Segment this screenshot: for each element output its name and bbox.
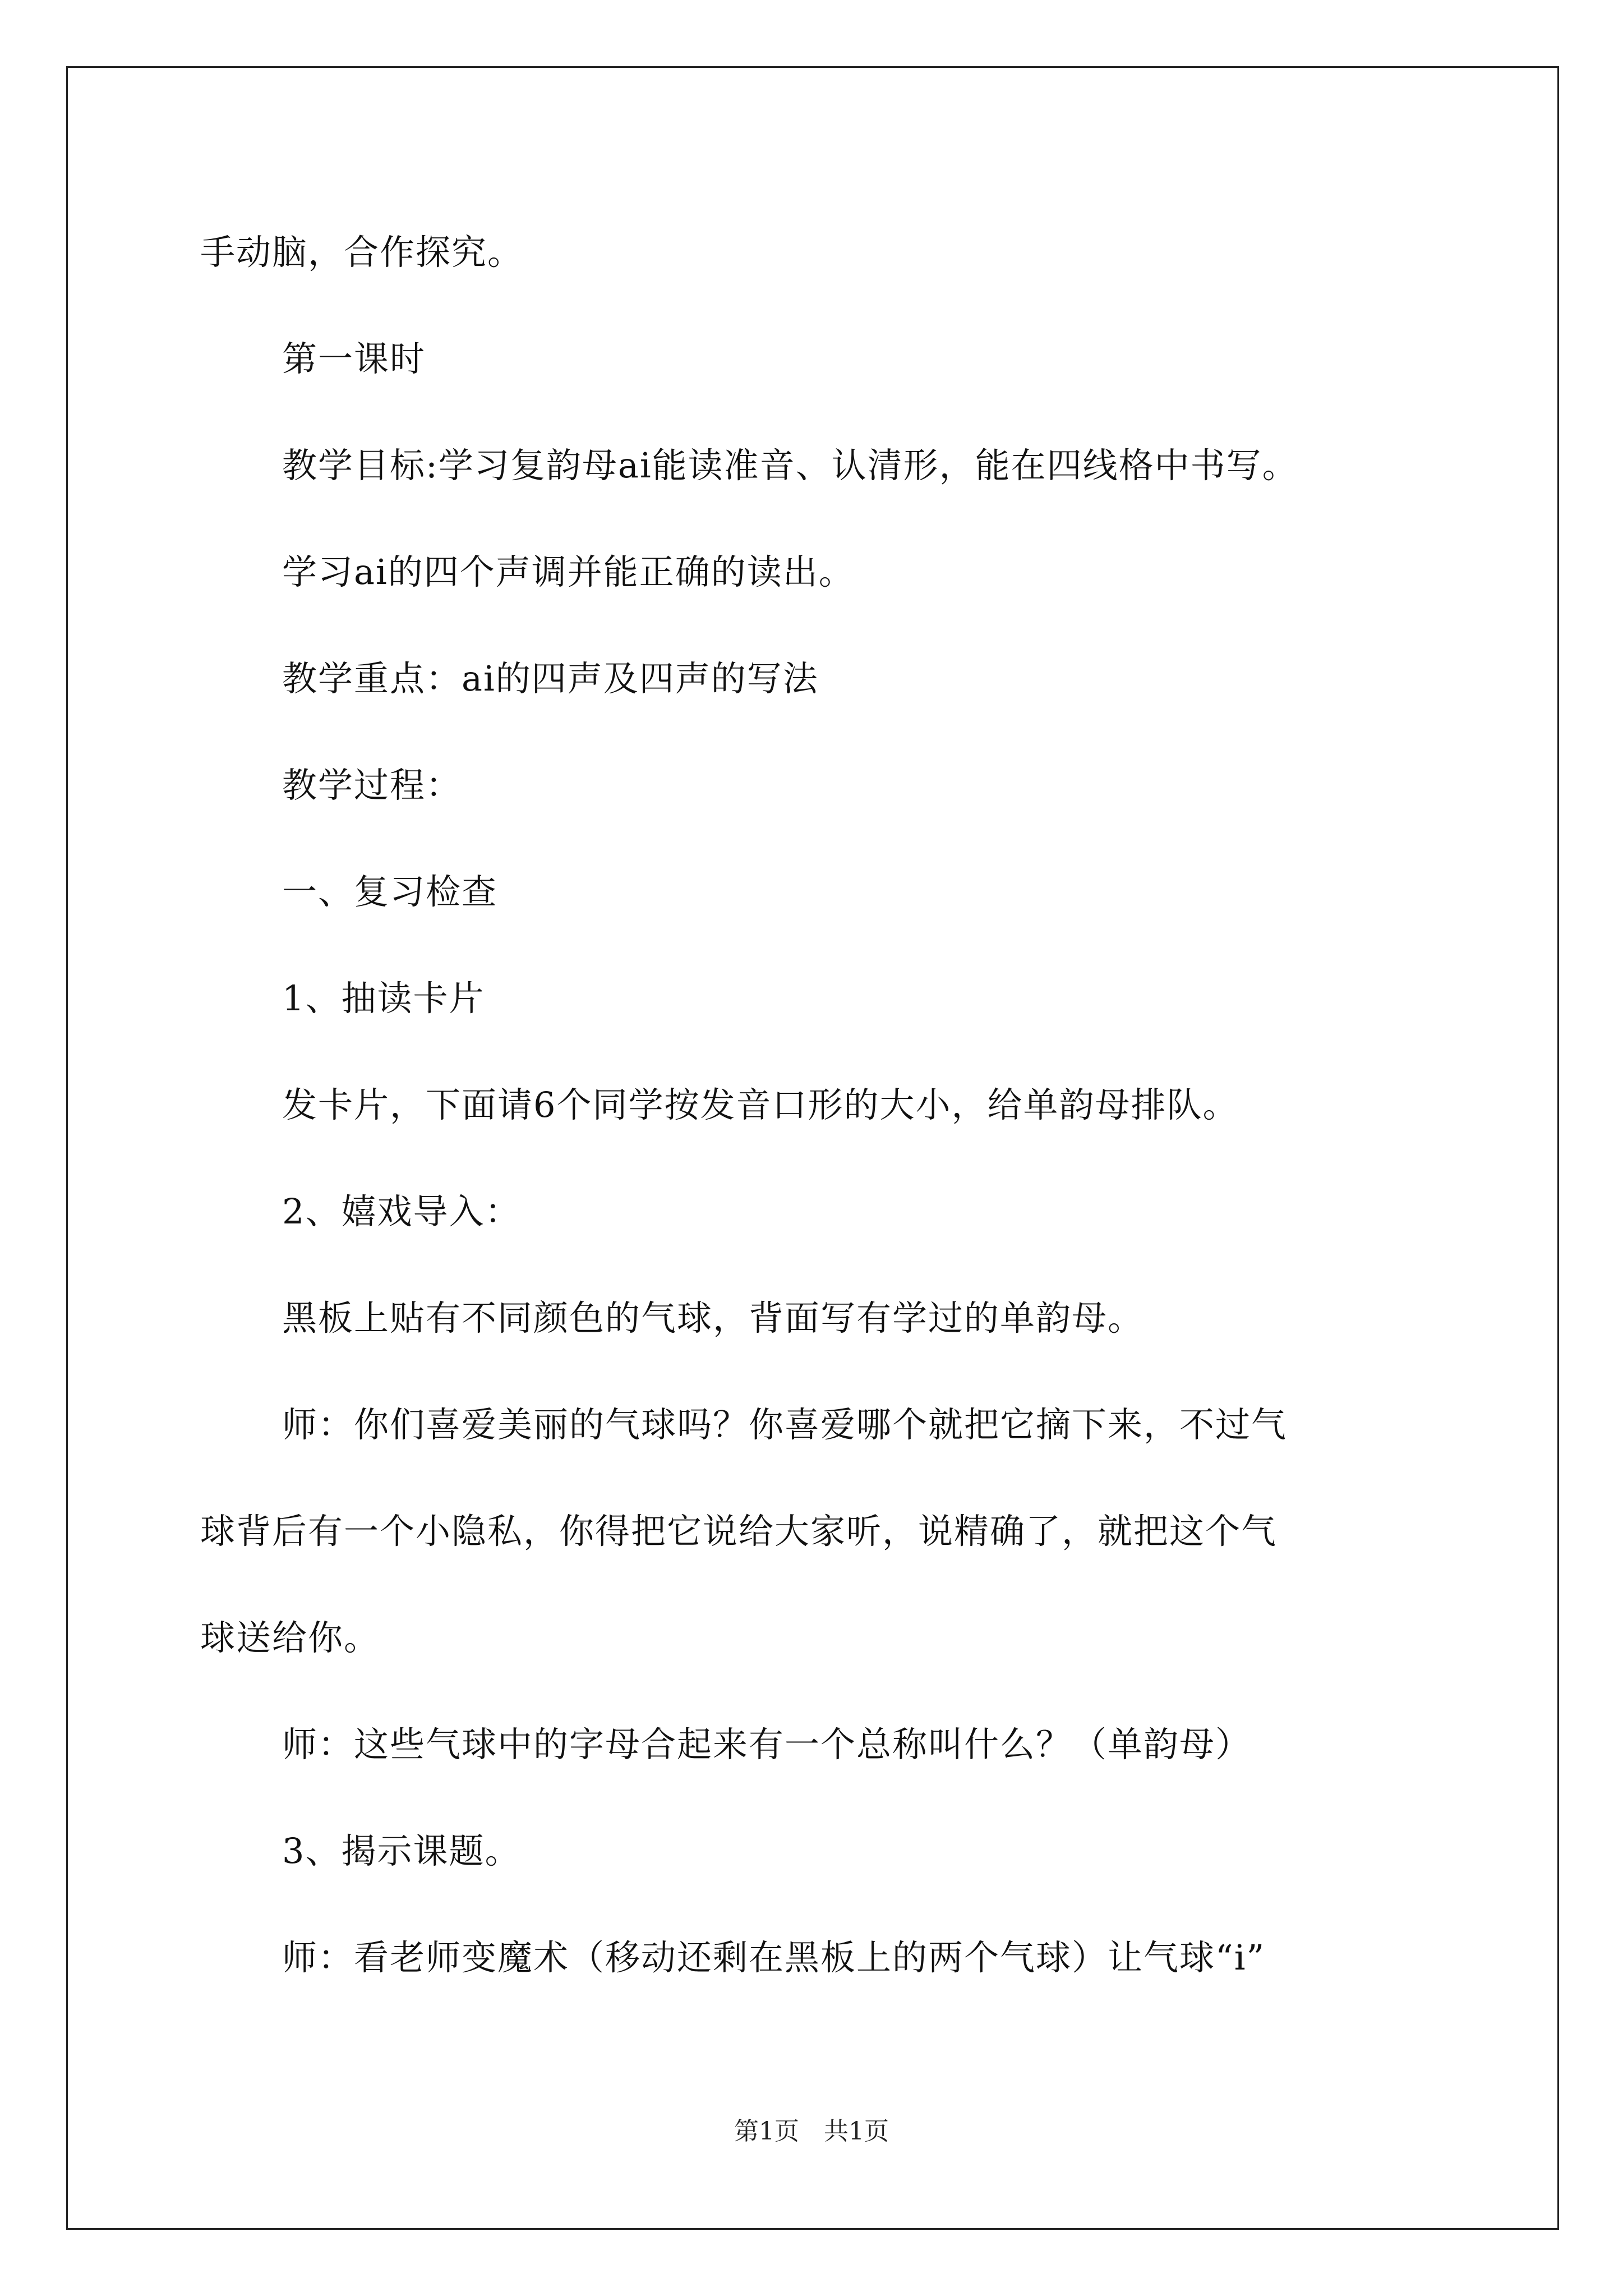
paragraph: 教学重点：ai的四声及四声的写法 — [282, 658, 819, 699]
paragraph: 球送给你。 — [200, 1617, 380, 1658]
paragraph: 黑板上贴有不同颜色的气球，背面写有学过的单韵母。 — [282, 1297, 1144, 1338]
paragraph: 一、复习检查 — [282, 871, 498, 912]
paragraph: 2、嬉戏导入： — [282, 1191, 521, 1232]
page-number-footer: 第1页 共1页 — [734, 2117, 889, 2146]
paragraph: 师：你们喜爱美丽的气球吗？你喜爱哪个就把它摘下来，不过气 — [282, 1404, 1288, 1445]
paragraph: 师：这些气球中的字母合起来有一个总称叫什么？（单韵母） — [282, 1724, 1252, 1765]
paragraph: 第一课时 — [282, 338, 426, 379]
page-border — [66, 66, 1559, 2230]
paragraph: 师：看老师变魔术（移动还剩在黑板上的两个气球）让气球“i” — [282, 1937, 1266, 1978]
paragraph: 1、抽读卡片 — [282, 978, 485, 1019]
paragraph: 教学目标:学习复韵母ai能读准音、认清形，能在四线格中书写。 — [282, 445, 1298, 486]
paragraph: 学习ai的四个声调并能正确的读出。 — [282, 551, 855, 592]
paragraph: 球背后有一个小隐私，你得把它说给大家听，说精确了，就把这个气 — [200, 1511, 1278, 1552]
paragraph: 教学过程： — [282, 765, 462, 806]
paragraph: 手动脑，合作探究。 — [200, 232, 524, 273]
paragraph: 3、揭示课题。 — [282, 1830, 521, 1871]
paragraph: 发卡片，下面请6个同学按发音口形的大小，给单韵母排队。 — [282, 1084, 1239, 1125]
